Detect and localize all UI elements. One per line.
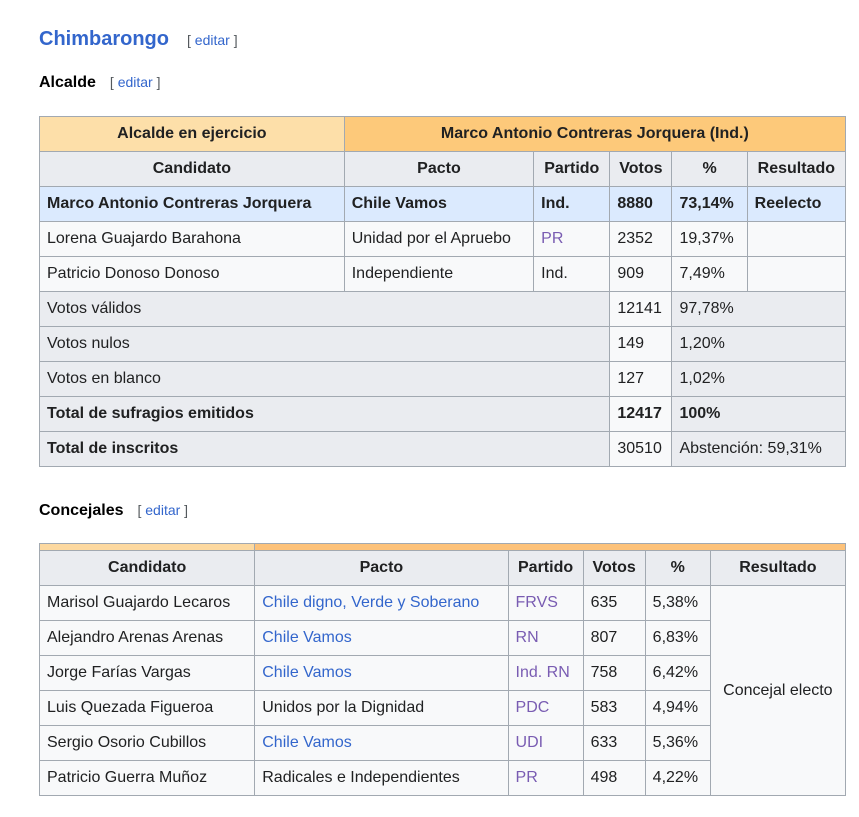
candidate-name: Luis Quezada Figueroa xyxy=(40,691,255,726)
column-header: Resultado xyxy=(747,152,845,187)
percent-cell: 19,37% xyxy=(672,222,747,257)
summary-percent: 1,20% xyxy=(672,327,846,362)
summary-row xyxy=(40,327,846,362)
column-header: Pacto xyxy=(344,152,533,187)
partido-cell xyxy=(508,691,583,726)
subsection-heading-concejales xyxy=(39,502,188,520)
pacto-cell: Radicales e Independientes xyxy=(255,761,508,796)
percent-cell: 4,22% xyxy=(645,761,710,796)
summary-row xyxy=(40,292,846,327)
section-heading xyxy=(39,28,238,51)
candidate-name: Alejandro Arenas Arenas xyxy=(40,621,255,656)
summary-row xyxy=(40,432,846,467)
resultado-cell xyxy=(747,257,845,292)
pacto-cell: Unidad por el Apruebo xyxy=(344,222,533,257)
partido-cell xyxy=(508,621,583,656)
percent-cell: 73,14% xyxy=(672,187,747,222)
column-header: % xyxy=(645,551,710,586)
edit-section-link-wrapper: [ editar ] xyxy=(137,502,189,518)
party-link[interactable]: Ind. RN xyxy=(515,664,570,681)
pacto-cell: Independiente xyxy=(344,257,533,292)
votos-cell: 635 xyxy=(583,586,645,621)
subsection-title: Concejales xyxy=(39,502,124,519)
concejales-results-table xyxy=(39,543,846,796)
partido-cell xyxy=(508,726,583,761)
votos-cell: 807 xyxy=(583,621,645,656)
percent-cell: 4,94% xyxy=(645,691,710,726)
party-link[interactable]: FRVS xyxy=(515,594,558,611)
pacto-cell: Unidos por la Dignidad xyxy=(255,691,508,726)
party-link[interactable]: PDC xyxy=(515,699,550,716)
column-header: Candidato xyxy=(40,152,345,187)
color-swatch xyxy=(255,544,846,551)
summary-votos: 127 xyxy=(610,362,672,397)
incumbent-name: Marco Antonio Contreras Jorquera (Ind.) xyxy=(344,117,845,152)
votos-cell: 8880 xyxy=(610,187,672,222)
summary-label: Votos en blanco xyxy=(40,362,610,397)
resultado-cell: Reelecto xyxy=(747,187,845,222)
partido-cell xyxy=(508,586,583,621)
votos-cell: 583 xyxy=(583,691,645,726)
pacto-cell xyxy=(255,726,508,761)
party-color-bar xyxy=(40,544,846,551)
votos-cell: 909 xyxy=(610,257,672,292)
votos-cell: 2352 xyxy=(610,222,672,257)
column-header: Resultado xyxy=(710,551,845,586)
header-row xyxy=(40,152,846,187)
candidate-name: Jorge Farías Vargas xyxy=(40,656,255,691)
summary-percent: Abstención: 59,31% xyxy=(672,432,846,467)
edit-section-link-wrapper: [ editar ] xyxy=(109,74,161,90)
summary-votos: 12417 xyxy=(610,397,672,432)
votos-cell: 758 xyxy=(583,656,645,691)
column-header: % xyxy=(672,152,747,187)
partido-cell xyxy=(508,761,583,796)
summary-votos: 12141 xyxy=(610,292,672,327)
votos-cell: 498 xyxy=(583,761,645,796)
table-row xyxy=(40,187,846,222)
column-header: Votos xyxy=(610,152,672,187)
summary-votos: 30510 xyxy=(610,432,672,467)
pacto-cell xyxy=(255,586,508,621)
table-row xyxy=(40,222,846,257)
pacto-link[interactable]: Chile Vamos xyxy=(262,734,352,751)
pacto-link[interactable]: Chile Vamos xyxy=(262,664,352,681)
column-header: Pacto xyxy=(255,551,508,586)
incumbent-row xyxy=(40,117,846,152)
party-link[interactable]: PR xyxy=(515,769,538,786)
column-header: Candidato xyxy=(40,551,255,586)
summary-percent: 100% xyxy=(672,397,846,432)
party-link[interactable]: RN xyxy=(515,629,539,646)
candidate-name: Patricio Donoso Donoso xyxy=(40,257,345,292)
pacto-cell xyxy=(255,656,508,691)
summary-row xyxy=(40,397,846,432)
summary-label: Votos nulos xyxy=(40,327,610,362)
edit-link[interactable]: editar xyxy=(117,74,153,90)
column-header: Partido xyxy=(534,152,610,187)
color-swatch xyxy=(40,544,255,551)
candidate-name: Patricio Guerra Muñoz xyxy=(40,761,255,796)
percent-cell: 5,38% xyxy=(645,586,710,621)
percent-cell: 6,83% xyxy=(645,621,710,656)
alcalde-results-table xyxy=(39,116,846,467)
percent-cell: 5,36% xyxy=(645,726,710,761)
column-header: Votos xyxy=(583,551,645,586)
summary-label: Votos válidos xyxy=(40,292,610,327)
summary-row xyxy=(40,362,846,397)
column-header: Partido xyxy=(508,551,583,586)
resultado-cell: Concejal electo xyxy=(710,586,845,796)
summary-percent: 97,78% xyxy=(672,292,846,327)
summary-votos: 149 xyxy=(610,327,672,362)
pacto-link[interactable]: Chile digno, Verde y Soberano xyxy=(262,594,480,611)
subsection-title: Alcalde xyxy=(39,74,96,91)
partido-cell: Ind. xyxy=(534,257,610,292)
edit-link[interactable]: editar xyxy=(145,502,181,518)
table-row xyxy=(40,586,846,621)
candidate-name: Marco Antonio Contreras Jorquera xyxy=(40,187,345,222)
pacto-cell xyxy=(255,621,508,656)
edit-section-link-wrapper: [ editar ] xyxy=(187,32,238,48)
percent-cell: 7,49% xyxy=(672,257,747,292)
section-title: Chimbarongo xyxy=(39,28,169,50)
subsection-heading-alcalde xyxy=(39,74,161,92)
partido-cell xyxy=(534,222,610,257)
partido-cell xyxy=(508,656,583,691)
header-row xyxy=(40,551,846,586)
partido-cell: Ind. xyxy=(534,187,610,222)
candidate-name: Sergio Osorio Cubillos xyxy=(40,726,255,761)
percent-cell: 6,42% xyxy=(645,656,710,691)
party-link[interactable]: UDI xyxy=(515,734,544,751)
party-link[interactable]: PR xyxy=(541,230,564,247)
summary-label: Total de inscritos xyxy=(40,432,610,467)
resultado-cell xyxy=(747,222,845,257)
candidate-name: Marisol Guajardo Lecaros xyxy=(40,586,255,621)
pacto-cell: Chile Vamos xyxy=(344,187,533,222)
summary-label: Total de sufragios emitidos xyxy=(40,397,610,432)
votos-cell: 633 xyxy=(583,726,645,761)
pacto-link[interactable]: Chile Vamos xyxy=(262,629,352,646)
table-row xyxy=(40,257,846,292)
edit-link[interactable]: editar xyxy=(194,32,230,48)
summary-percent: 1,02% xyxy=(672,362,846,397)
candidate-name: Lorena Guajardo Barahona xyxy=(40,222,345,257)
incumbent-label: Alcalde en ejercicio xyxy=(40,117,345,152)
